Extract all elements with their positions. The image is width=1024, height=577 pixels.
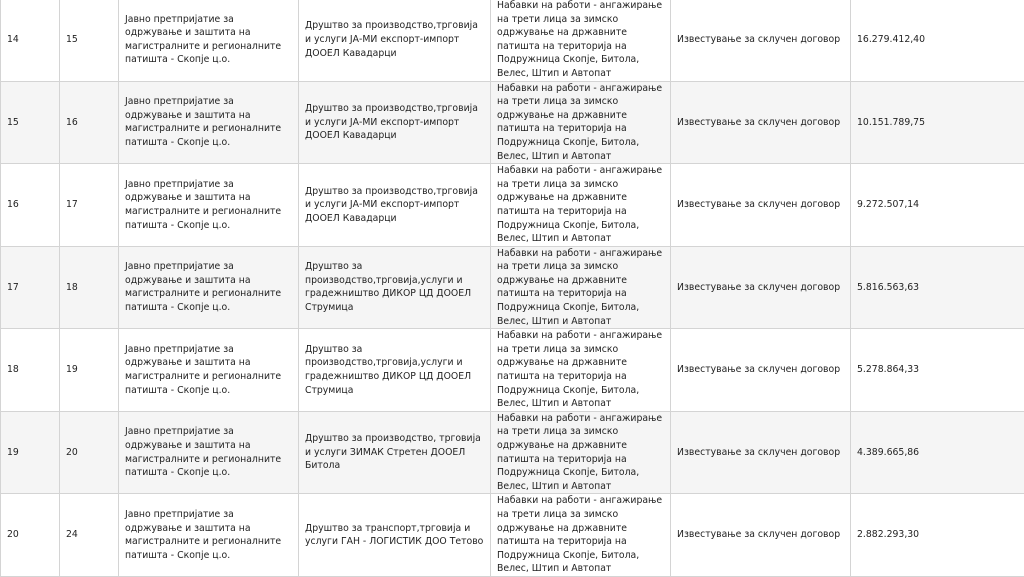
id-cell: 16 bbox=[60, 81, 119, 164]
supplier-cell: Друштво за производство,трговија и услуги ЈА-МИ експорт-импорт ДООЕЛ Кавадарци bbox=[299, 0, 491, 81]
supplier-cell: Друштво за производство, трговија и услуги ЗИМАК Стретен ДООЕЛ Битола bbox=[299, 411, 491, 494]
table-row[interactable] bbox=[1, 164, 1024, 247]
contracting-authority-cell: Јавно претпријатие за одржување и заштита на магистралните и регионалните патишта - Скопје ц.о. bbox=[119, 494, 299, 577]
notice-type-cell: Известување за склучен договор bbox=[671, 0, 851, 81]
amount-cell: 2.882.293,30 bbox=[851, 494, 1024, 577]
notice-type-cell: Известување за склучен договор bbox=[671, 411, 851, 494]
table-row[interactable] bbox=[1, 81, 1024, 164]
table-row[interactable] bbox=[1, 494, 1024, 577]
contracting-authority-cell: Јавно претпријатие за одржување и заштита на магистралните и регионалните патишта - Скопје ц.о. bbox=[119, 81, 299, 164]
supplier-cell: Друштво за производство,трговија,услуги и градежништво ДИКОР ЦД ДООЕЛ Струмица bbox=[299, 246, 491, 329]
contract-subject-cell: Набавки на работи - ангажирање на трети лица за зимско одржување на државните патишта на територија на Подружница Скопје, Битола, Велес, Штип и Автопат bbox=[491, 246, 671, 329]
table-row[interactable] bbox=[1, 246, 1024, 329]
id-cell: 18 bbox=[60, 246, 119, 329]
amount-cell: 5.816.563,63 bbox=[851, 246, 1024, 329]
row-number-cell: 20 bbox=[1, 494, 60, 577]
contract-subject-cell: Набавки на работи - ангажирање на трети лица за зимско одржување на државните патишта на територија на Подружница Скопје, Битола, Велес, Штип и Автопат bbox=[491, 164, 671, 247]
supplier-cell: Друштво за производство,трговија и услуги ЈА-МИ експорт-импорт ДООЕЛ Кавадарци bbox=[299, 164, 491, 247]
id-cell: 20 bbox=[60, 411, 119, 494]
contracts-table-body bbox=[1, 0, 1024, 576]
contracting-authority-cell: Јавно претпријатие за одржување и заштита на магистралните и регионалните патишта - Скопје ц.о. bbox=[119, 164, 299, 247]
row-number-cell: 15 bbox=[1, 81, 60, 164]
id-cell: 17 bbox=[60, 164, 119, 247]
contracting-authority-cell: Јавно претпријатие за одржување и заштита на магистралните и регионалните патишта - Скопје ц.о. bbox=[119, 329, 299, 412]
contracting-authority-cell: Јавно претпријатие за одржување и заштита на магистралните и регионалните патишта - Скопје ц.о. bbox=[119, 246, 299, 329]
row-number-cell: 16 bbox=[1, 164, 60, 247]
notice-type-cell: Известување за склучен договор bbox=[671, 329, 851, 412]
table-row[interactable] bbox=[1, 0, 1024, 81]
notice-type-cell: Известување за склучен договор bbox=[671, 81, 851, 164]
supplier-cell: Друштво за транспорт,трговија и услуги ГАН - ЛОГИСТИК ДОО Тетово bbox=[299, 494, 491, 577]
contracting-authority-cell: Јавно претпријатие за одржување и заштита на магистралните и регионалните патишта - Скопје ц.о. bbox=[119, 0, 299, 81]
row-number-cell: 18 bbox=[1, 329, 60, 412]
contract-subject-cell: Набавки на работи - ангажирање на трети лица за зимско одржување на државните патишта на територија на Подружница Скопје, Битола, Велес, Штип и Автопат bbox=[491, 329, 671, 412]
notice-type-cell: Известување за склучен договор bbox=[671, 246, 851, 329]
contract-subject-cell: Набавки на работи - ангажирање на трети лица за зимско одржување на државните патишта на територија на Подружница Скопје, Битола, Велес, Штип и Автопат bbox=[491, 494, 671, 577]
amount-cell: 4.389.665,86 bbox=[851, 411, 1024, 494]
amount-cell: 5.278.864,33 bbox=[851, 329, 1024, 412]
contract-subject-cell: Набавки на работи - ангажирање на трети лица за зимско одржување на државните патишта на територија на Подружница Скопје, Битола, Велес, Штип и Автопат bbox=[491, 411, 671, 494]
amount-cell: 10.151.789,75 bbox=[851, 81, 1024, 164]
supplier-cell: Друштво за производство,трговија,услуги и градежништво ДИКОР ЦД ДООЕЛ Струмица bbox=[299, 329, 491, 412]
table-row[interactable] bbox=[1, 411, 1024, 494]
id-cell: 15 bbox=[60, 0, 119, 81]
notice-type-cell: Известување за склучен договор bbox=[671, 164, 851, 247]
row-number-cell: 19 bbox=[1, 411, 60, 494]
contracting-authority-cell: Јавно претпријатие за одржување и заштита на магистралните и регионалните патишта - Скопје ц.о. bbox=[119, 411, 299, 494]
amount-cell: 16.279.412,40 bbox=[851, 0, 1024, 81]
row-number-cell: 17 bbox=[1, 246, 60, 329]
contract-subject-cell: Набавки на работи - ангажирање на трети лица за зимско одржување на државните патишта на територија на Подружница Скопје, Битола, Велес, Штип и Автопат bbox=[491, 81, 671, 164]
notice-type-cell: Известување за склучен договор bbox=[671, 494, 851, 577]
id-cell: 24 bbox=[60, 494, 119, 577]
row-number-cell: 14 bbox=[1, 0, 60, 81]
amount-cell: 9.272.507,14 bbox=[851, 164, 1024, 247]
contract-subject-cell: Набавки на работи - ангажирање на трети лица за зимско одржување на државните патишта на територија на Подружница Скопје, Битола, Велес, Штип и Автопат bbox=[491, 0, 671, 81]
table-row[interactable] bbox=[1, 329, 1024, 412]
supplier-cell: Друштво за производство,трговија и услуги ЈА-МИ експорт-импорт ДООЕЛ Кавадарци bbox=[299, 81, 491, 164]
id-cell: 19 bbox=[60, 329, 119, 412]
